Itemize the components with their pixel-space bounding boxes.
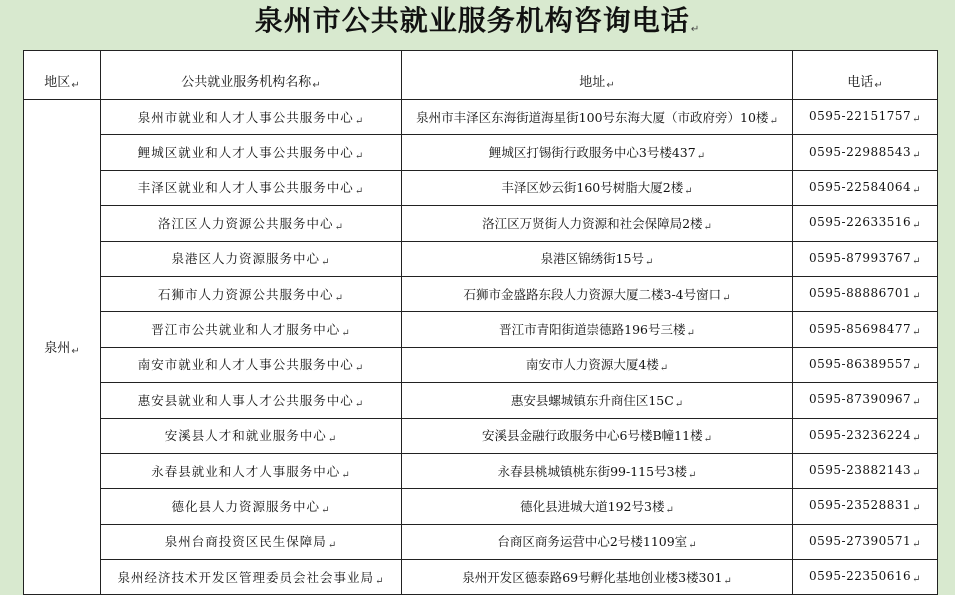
org-name-cell: 洛江区人力资源公共服务中心↵ bbox=[101, 206, 402, 241]
phone-cell: 0595-23882143↵ bbox=[793, 453, 938, 488]
org-name-cell: 德化县人力资源服务中心↵ bbox=[101, 489, 402, 524]
phone-cell: 0595-88886701↵ bbox=[793, 276, 938, 311]
table-row bbox=[24, 312, 938, 347]
header-phone: 电话↵ bbox=[793, 51, 938, 100]
table-row bbox=[24, 453, 938, 488]
address-cell: 惠安县螺城镇东升商住区15C↵ bbox=[402, 383, 793, 418]
region-cell: 泉州↵ bbox=[24, 100, 101, 595]
org-name-cell: 鲤城区就业和人才人事公共服务中心↵ bbox=[101, 135, 402, 170]
org-name-cell: 惠安县就业和人事人才公共服务中心↵ bbox=[101, 383, 402, 418]
page-title bbox=[0, 3, 955, 48]
header-address: 地址↵ bbox=[402, 51, 793, 100]
org-name-cell: 晋江市公共就业和人才服务中心↵ bbox=[101, 312, 402, 347]
org-name-cell: 永春县就业和人才人事服务中心↵ bbox=[101, 453, 402, 488]
org-name-cell: 丰泽区就业和人才人事公共服务中心↵ bbox=[101, 170, 402, 205]
table-row bbox=[24, 170, 938, 205]
phone-cell: 0595-22633516↵ bbox=[793, 206, 938, 241]
table-row bbox=[24, 383, 938, 418]
table-row bbox=[24, 347, 938, 382]
table-row bbox=[24, 489, 938, 524]
table-row bbox=[24, 418, 938, 453]
org-name-cell: 泉州经济技术开发区管理委员会社会事业局↵ bbox=[101, 560, 402, 595]
address-cell: 南安市人力资源大厦4楼↵ bbox=[402, 347, 793, 382]
org-name-cell: 泉州台商投资区民生保障局↵ bbox=[101, 524, 402, 559]
phone-cell: 0595-85698477↵ bbox=[793, 312, 938, 347]
header-region: 地区↵ bbox=[24, 51, 101, 100]
table-row bbox=[24, 206, 938, 241]
address-cell: 泉州开发区德泰路69号孵化基地创业楼3楼301↵ bbox=[402, 560, 793, 595]
phone-cell: 0595-22584064↵ bbox=[793, 170, 938, 205]
table-row bbox=[24, 560, 938, 595]
phone-cell: 0595-27390571↵ bbox=[793, 524, 938, 559]
org-name-cell: 泉港区人力资源服务中心↵ bbox=[101, 241, 402, 276]
org-name-cell: 南安市就业和人才人事公共服务中心↵ bbox=[101, 347, 402, 382]
table-row bbox=[24, 100, 938, 135]
phone-cell: 0595-23236224↵ bbox=[793, 418, 938, 453]
address-cell: 泉港区锦绣街15号↵ bbox=[402, 241, 793, 276]
phone-cell: 0595-87390967↵ bbox=[793, 383, 938, 418]
contact-table bbox=[23, 50, 938, 595]
table-row bbox=[24, 241, 938, 276]
org-name-cell: 安溪县人才和就业服务中心↵ bbox=[101, 418, 402, 453]
contact-table-container bbox=[23, 50, 937, 595]
header-row bbox=[24, 51, 938, 100]
address-cell: 德化县进城大道192号3楼↵ bbox=[402, 489, 793, 524]
table-row bbox=[24, 524, 938, 559]
table-row bbox=[24, 135, 938, 170]
paragraph-mark: ↵ bbox=[690, 24, 701, 35]
address-cell: 鲤城区打锡街行政服务中心3号楼437↵ bbox=[402, 135, 793, 170]
address-cell: 洛江区万贤街人力资源和社会保障局2楼↵ bbox=[402, 206, 793, 241]
address-cell: 晋江市青阳街道崇德路196号三楼↵ bbox=[402, 312, 793, 347]
address-cell: 台商区商务运营中心2号楼1109室↵ bbox=[402, 524, 793, 559]
address-cell: 永春县桃城镇桃东街99-115号3楼↵ bbox=[402, 453, 793, 488]
header-name: 公共就业服务机构名称↵ bbox=[101, 51, 402, 100]
title-text: 泉州市公共就业服务机构咨询电话 bbox=[254, 4, 690, 37]
phone-cell: 0595-87993767↵ bbox=[793, 241, 938, 276]
phone-cell: 0595-86389557↵ bbox=[793, 347, 938, 382]
table-row bbox=[24, 276, 938, 311]
address-cell: 安溪县金融行政服务中心6号楼B幢11楼↵ bbox=[402, 418, 793, 453]
address-cell: 石狮市金盛路东段人力资源大厦二楼3-4号窗口↵ bbox=[402, 276, 793, 311]
phone-cell: 0595-22151757↵ bbox=[793, 100, 938, 135]
phone-cell: 0595-23528831↵ bbox=[793, 489, 938, 524]
org-name-cell: 泉州市就业和人才人事公共服务中心↵ bbox=[101, 100, 402, 135]
phone-cell: 0595-22350616↵ bbox=[793, 560, 938, 595]
org-name-cell: 石狮市人力资源公共服务中心↵ bbox=[101, 276, 402, 311]
address-cell: 丰泽区妙云街160号树脂大厦2楼↵ bbox=[402, 170, 793, 205]
phone-cell: 0595-22988543↵ bbox=[793, 135, 938, 170]
address-cell: 泉州市丰泽区东海街道海星街100号东海大厦（市政府旁）10楼↵ bbox=[402, 100, 793, 135]
